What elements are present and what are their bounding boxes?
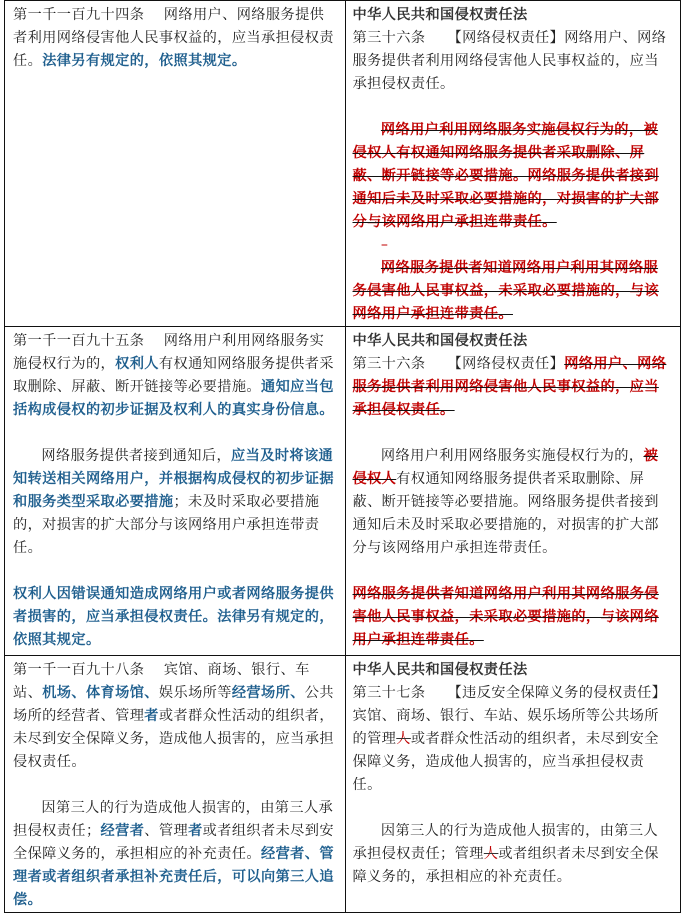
article-text: 第一千一百九十四条 网络用户、网络服务提供者利用网络侵害他人民事权益的，应当承担侵权责任。 [13,7,334,69]
table-row [5,656,681,913]
tort-law-cell-36b [345,327,681,656]
article-paragraph [13,445,337,560]
article-text: 第一千一百九十五条 网络用户利用网络服务实施侵权行为的， [13,333,325,372]
spacer [353,96,673,119]
spacer [13,774,337,797]
article-text: ；未及时采取必要措施的，对损害的扩大部分与该网络用户承担连带责任。 [13,494,320,556]
article-text: 因第三人的行为造成他人损害的，由第三人承担侵权责任；管理 [352,823,659,862]
deleted-paragraph [353,583,673,652]
civil-code-cell-1195 [5,327,346,656]
tort-law-cell-37 [345,656,681,913]
article-paragraph [353,353,673,422]
article-text: 第三十六条 【网络侵权责任】 [352,356,565,372]
added-text: 经营场所、 [231,685,305,701]
spacer [353,560,673,583]
deleted-text: 人 [483,846,499,862]
article-paragraph [353,682,673,797]
deleted-paragraph [353,119,673,234]
spacer [13,560,337,583]
article-paragraph [13,659,337,774]
added-text: 通知应当包括构成侵权的初步证据及权利人的真实身份信息。 [13,379,334,418]
added-text: 者 [144,708,159,724]
law-title: 中华人民共和国侵权责任法 [352,662,528,678]
article-paragraph [353,820,673,889]
spacer [353,422,673,445]
article-paragraph [13,797,337,912]
article-text: 网络服务提供者接到通知后， [41,448,232,464]
added-text: 机场、体育场馆、 [42,685,159,701]
article-text: 、管理 [144,823,189,839]
article-text: 或者组织者未尽到安全保障义务的，承担相应的补充责任。 [13,823,334,862]
deleted-paragraph [353,257,673,326]
article-text: 网络用户利用网络服务实施侵权行为的， [380,448,644,464]
table-row [5,1,681,327]
law-title: 中华人民共和国侵权责任法 [352,333,528,349]
deleted-text: 被侵权人 [352,448,659,487]
article-text: 公共场所的经营者、管理 [13,685,334,724]
added-text: 法律另有规定的，依照其规定。 [42,53,247,69]
article-text: 有权通知网络服务提供者采取删除、屏蔽、断开链接等必要措施。 [13,356,334,395]
civil-code-cell-1194 [5,1,346,327]
law-title: 中华人民共和国侵权责任法 [352,7,528,23]
added-text: 权利人 [115,356,159,372]
deleted-text: 网络用户、网络服务提供者利用网络侵害他人民事权益的，应当承担侵权责任。 [352,356,667,418]
dash-line [353,234,673,257]
added-text: 权利人因错误通知造成网络用户或者网络服务提供者损害的，应当承担侵权责任。法律另有规定的，依照其规定。 [13,586,334,648]
added-text: 经营者 [100,823,145,839]
deleted-text: 网络用户利用网络服务实施侵权行为的，被侵权人有权通知网络服务提供者采取删除、屏蔽、断开链接等必要措施。网络服务提供者接到通知后未及时采取必要措施的，对损害的扩大部分与该网络用户承担连带责任。 [352,122,659,230]
deleted-text: 人 [396,731,411,747]
tort-law-cell-36 [345,1,681,327]
added-text: 经营者、管理者或者组织者承担补充责任后，可以向第三人追偿。 [13,846,334,908]
article-text: 娱乐场所等 [158,685,232,701]
deleted-text: 网络服务提供者知道网络用户利用其网络服务侵害他人民事权益，未采取必要措施的，与该网络用户承担连带责任。 [352,260,659,322]
spacer [13,422,337,445]
article-text: 或者群众性活动的组织者，未尽到安全保障义务，造成他人损害的，应当承担侵权责任。 [13,708,334,770]
civil-code-cell-1198 [5,656,346,913]
article-text: 有权通知网络服务提供者采取删除、屏蔽、断开链接等必要措施。网络服务提供者接到通知后未及时采取必要措施的，对损害的扩大部分与该网络用户承担连带责任。 [352,471,659,556]
article-text: 第三十七条 【违反安全保障义务的侵权责任】宾馆、商场、银行、车站、娱乐场所等公共场所的管理 [352,685,667,747]
article-text: 或者组织者未尽到安全保障义务的，承担相应的补充责任。 [352,846,659,885]
table-row [5,327,681,656]
article-paragraph: 第三十六条 【网络侵权责任】网络用户、网络服务提供者利用网络侵害他人民事权益的，应当承担侵权责任。 [352,30,667,92]
article-paragraph [13,4,337,73]
added-text: 者 [188,823,203,839]
law-comparison-table [4,0,681,913]
spacer [353,797,673,820]
dash-mark: – [380,237,389,253]
article-text: 因第三人的行为造成他人损害的，由第三人承担侵权责任； [13,800,334,839]
article-text: 第一千一百九十八条 宾馆、商场、银行、车站、 [13,662,310,701]
article-paragraph [353,445,673,560]
article-paragraph [13,330,337,422]
added-text: 应当及时将该通知转送相关网络用户，并根据构成侵权的初步证据和服务类型采取必要措施 [13,448,334,510]
deleted-text: 网络服务提供者知道网络用户利用其网络服务侵害他人民事权益，未采取必要措施的，与该网络用户承担连带责任。 [352,586,659,648]
article-paragraph [13,583,337,652]
article-text: 或者群众性活动的组织者，未尽到安全保障义务，造成他人损害的，应当承担侵权责任。 [352,731,659,793]
